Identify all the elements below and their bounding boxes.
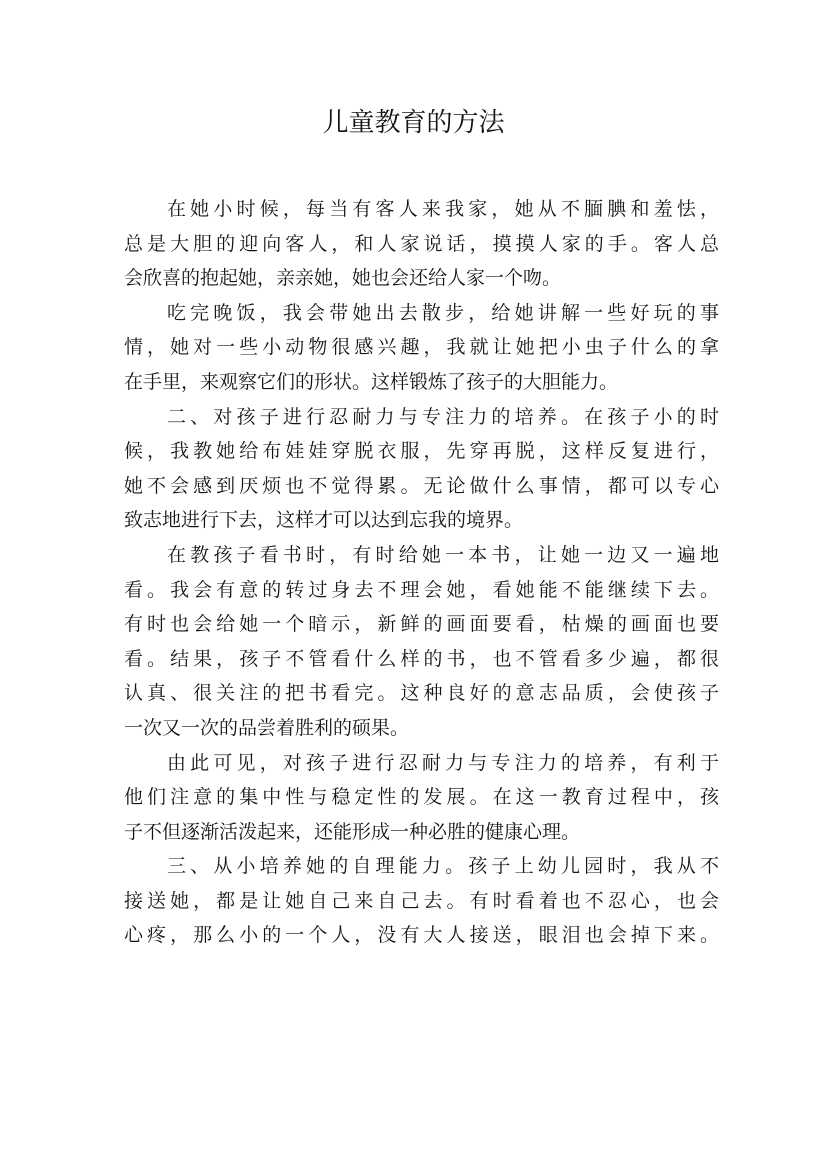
text-line: 二、对孩子进行忍耐力与专注力的培养。在孩子小的时 [167, 405, 719, 428]
text-line: 在手里，来观察它们的形状。这样锻炼了孩子的大胆能力。 [124, 370, 619, 393]
text-line: 子不但逐渐活泼起来，还能形成一种必胜的健康心理。 [124, 820, 581, 843]
text-line: 吃完晚饭，我会带她出去散步，给她讲解一些好玩的事 [167, 301, 719, 324]
text-line: 她不会感到厌烦也不觉得累。无论做什么事情，都可以专心 [124, 474, 719, 497]
text-line: 心疼，那么小的一个人，没有大人接送，眼泪也会掉下来。 [124, 924, 719, 947]
text-line: 他们注意的集中性与稳定性的发展。在这一教育过程中，孩 [124, 786, 719, 809]
text-line: 在她小时候，每当有客人来我家，她从不腼腆和羞怯， [167, 198, 719, 220]
text-line: 总是大胆的迎向客人，和人家说话，摸摸人家的手。客人总 [124, 232, 719, 255]
text-line: 认真、很关注的把书看完。这种良好的意志品质，会使孩子 [124, 682, 719, 705]
document-body [124, 192, 719, 953]
text-line: 会欣喜的抱起她，亲亲她，她也会还给人家一个吻。 [124, 267, 562, 290]
text-line: 在教孩子看书时，有时给她一本书，让她一边又一遍地 [167, 543, 719, 566]
text-line: 接送她，都是让她自己来自己去。有时看着也不忍心，也会 [124, 889, 719, 912]
text-line: 看。我会有意的转过身去不理会她，看她能不能继续下去。 [124, 578, 719, 601]
text-line: 有时也会给她一个暗示，新鲜的画面要看，枯燥的画面也要 [124, 613, 719, 636]
document-title: 儿童教育的方法 [322, 108, 505, 138]
text-line: 三、从小培养她的自理能力。孩子上幼儿园时，我从不 [167, 855, 719, 878]
text-line: 看。结果，孩子不管看什么样的书，也不管看多少遍，都很 [124, 647, 719, 670]
text-line: 致志地进行下去，这样才可以达到忘我的境界。 [124, 509, 524, 532]
text-line: 一次又一次的品尝着胜利的硕果。 [124, 716, 410, 739]
text-line: 候，我教她给布娃娃穿脱衣服，先穿再脱，这样反复进行， [124, 440, 719, 463]
text-line: 情，她对一些小动物很感兴趣，我就让她把小虫子什么的拿 [124, 336, 719, 359]
text-line: 由此可见，对孩子进行忍耐力与专注力的培养，有利于 [167, 751, 719, 774]
